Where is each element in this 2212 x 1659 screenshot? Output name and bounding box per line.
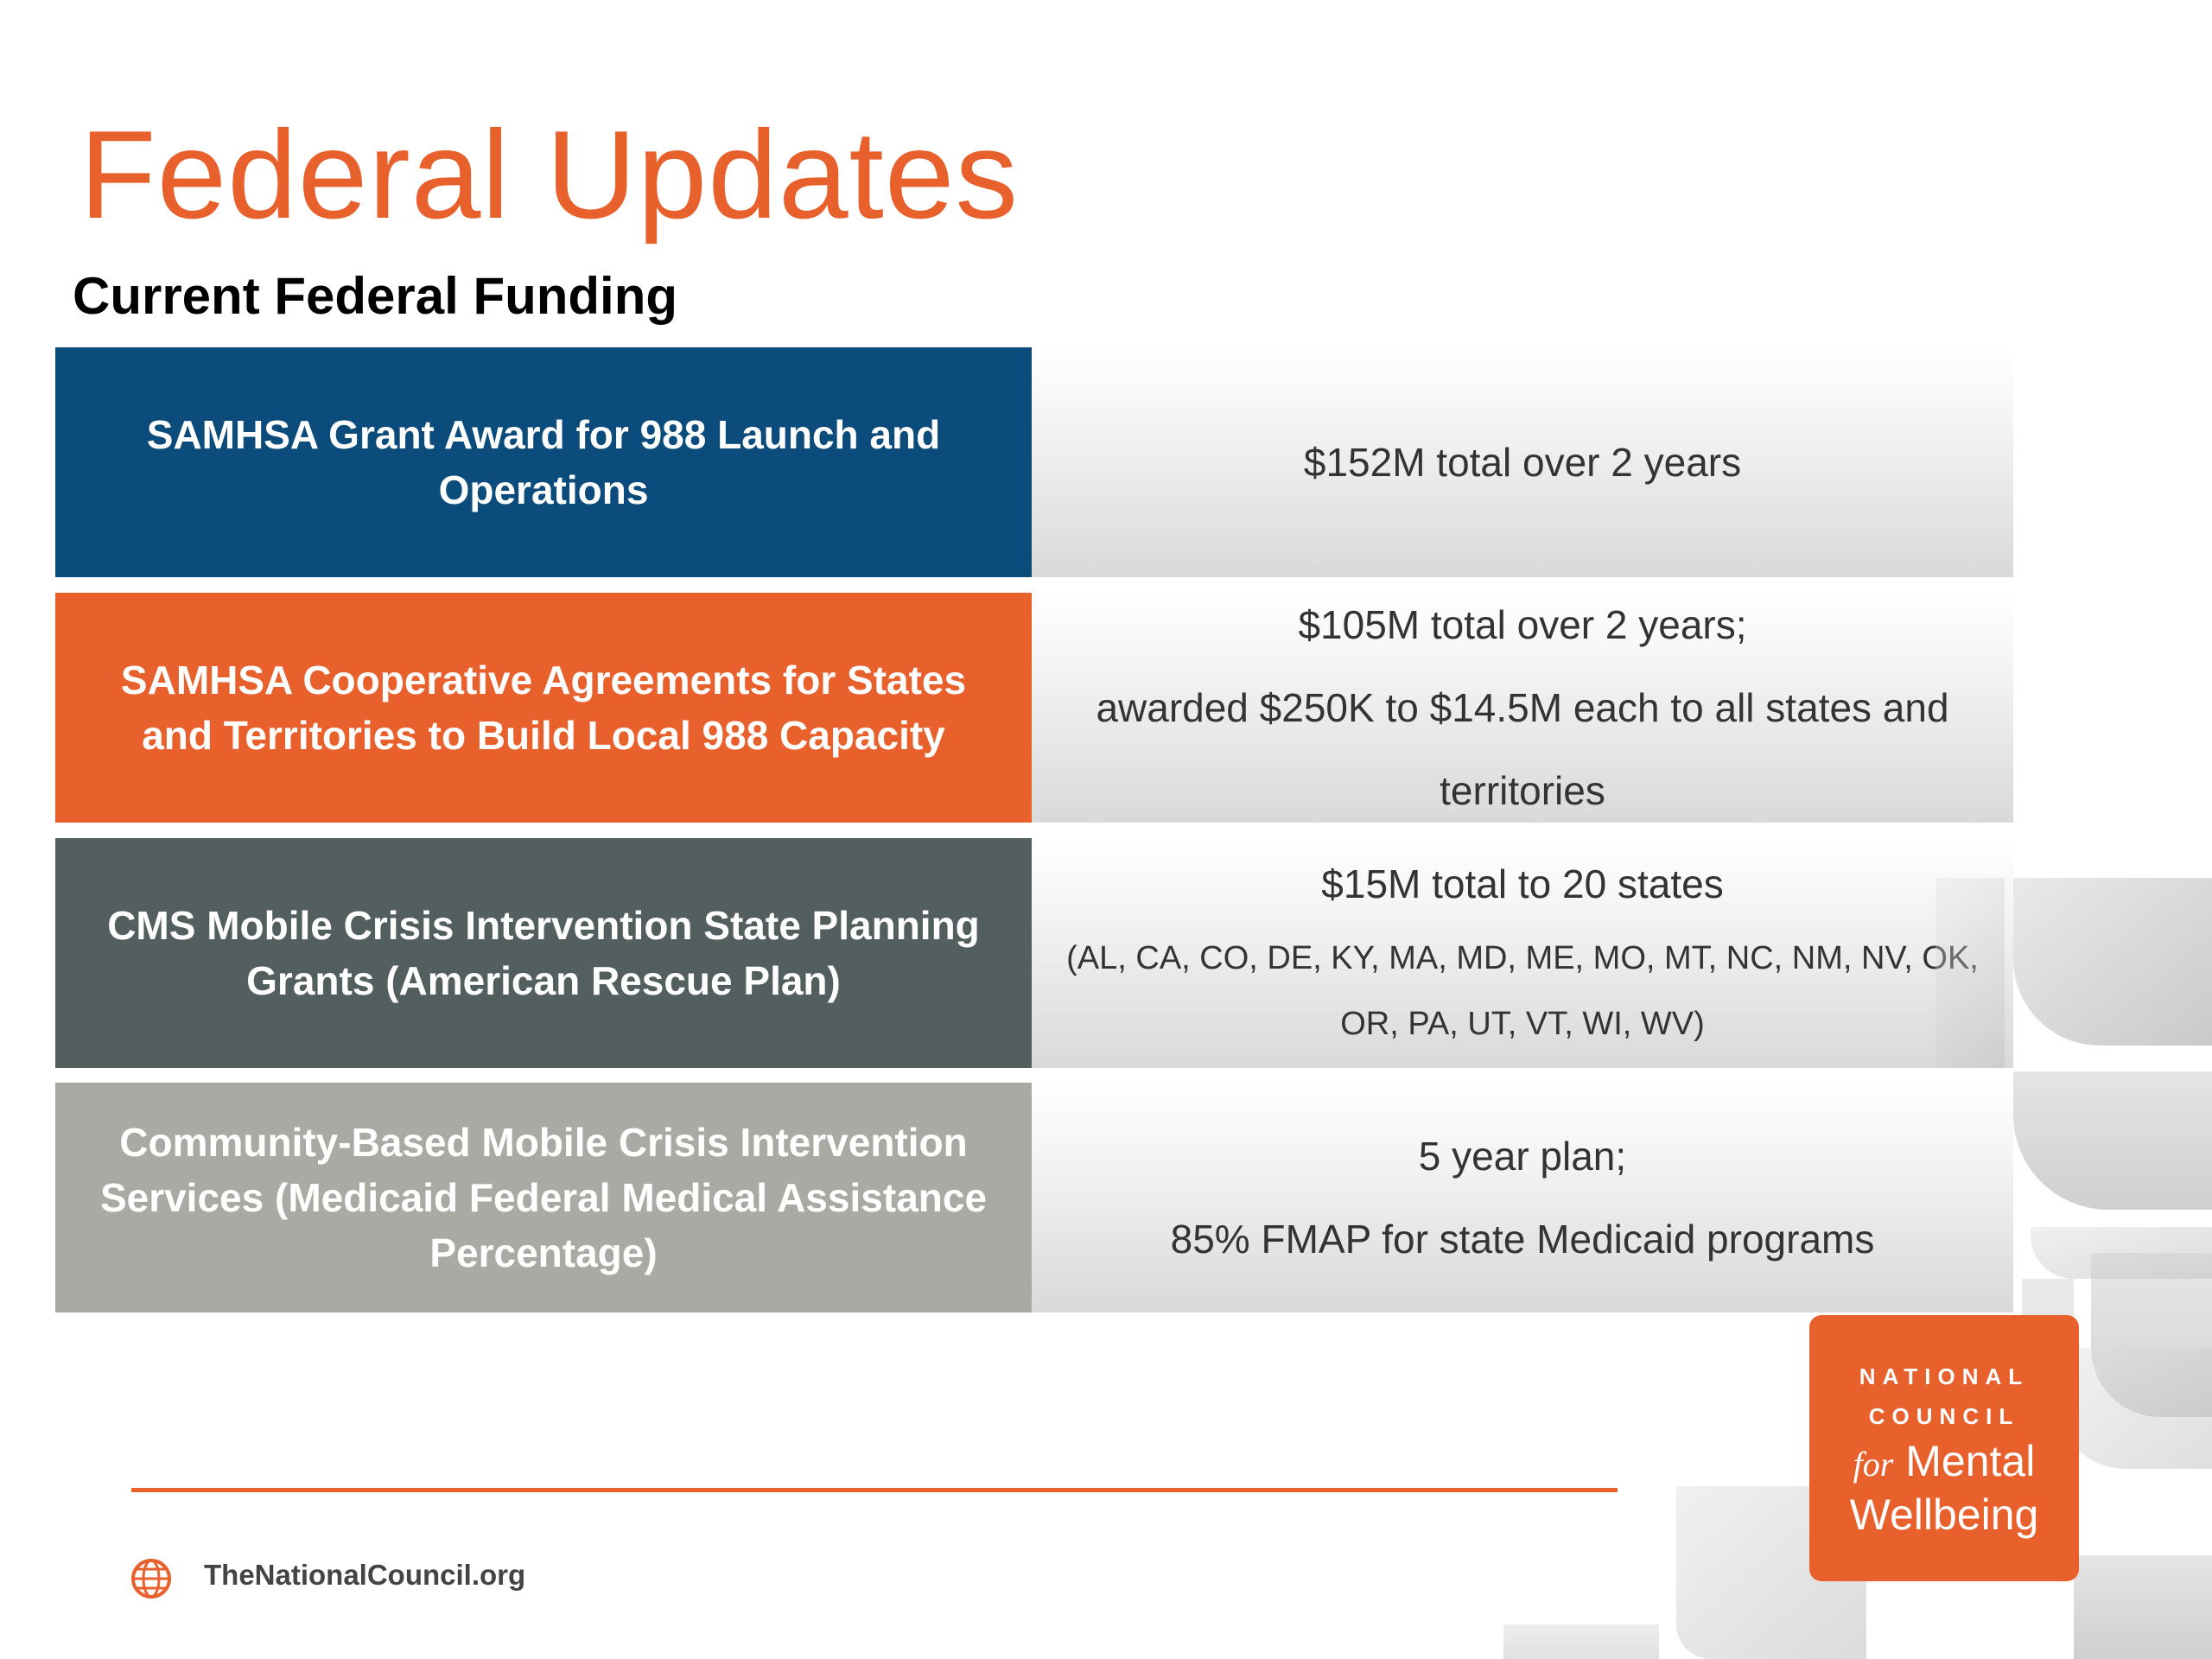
funding-amount: $152M total over 2 years (1303, 440, 1742, 485)
funding-amount: $105M total over 2 years; (1298, 602, 1747, 647)
funding-amount: 5 year plan; (1418, 1134, 1627, 1179)
national-council-logo (1809, 1315, 2079, 1581)
page-title: Federal Updates (79, 105, 1019, 245)
funding-row-samhsa-grant (55, 347, 2013, 577)
logo-line-wellbeing: Wellbeing (1849, 1491, 2039, 1539)
funding-amount: $15M total to 20 states (1321, 861, 1724, 906)
logo-line-council: COUNCIL (1868, 1403, 2020, 1429)
globe-icon (130, 1557, 173, 1600)
footer-website-link[interactable]: TheNationalCouncil.org (204, 1559, 526, 1591)
funding-detail: awarded $250K to $14.5M each to all states and territories (1096, 685, 1949, 813)
funding-detail: 85% FMAP for state Medicaid programs (1170, 1217, 1875, 1262)
funding-label: Community-Based Mobile Crisis Intervention Services (Medicaid Federal Medical Assistance Percentage) (55, 1083, 1032, 1313)
logo-line-mental: for Mental (1853, 1437, 2036, 1485)
funding-value (1032, 347, 2013, 577)
funding-label: SAMHSA Grant Award for 988 Launch and Operations (55, 347, 1032, 577)
funding-value (1032, 593, 2013, 823)
funding-label: SAMHSA Cooperative Agreements for States and Territories to Build Local 988 Capacity (55, 593, 1032, 823)
logo-line-national: NATIONAL (1859, 1363, 2030, 1389)
funding-label: CMS Mobile Crisis Intervention State Planning Grants (American Rescue Plan) (55, 838, 1032, 1068)
funding-detail: (AL, CA, CO, DE, KY, MA, MD, ME, MO, MT, NC, NM, NV, OK, OR, PA, UT, VT, WI, WV) (1066, 940, 1979, 1042)
section-subtitle: Current Federal Funding (73, 267, 678, 325)
footer-divider (131, 1488, 1618, 1492)
funding-row-samhsa-cooperative (55, 593, 2013, 823)
